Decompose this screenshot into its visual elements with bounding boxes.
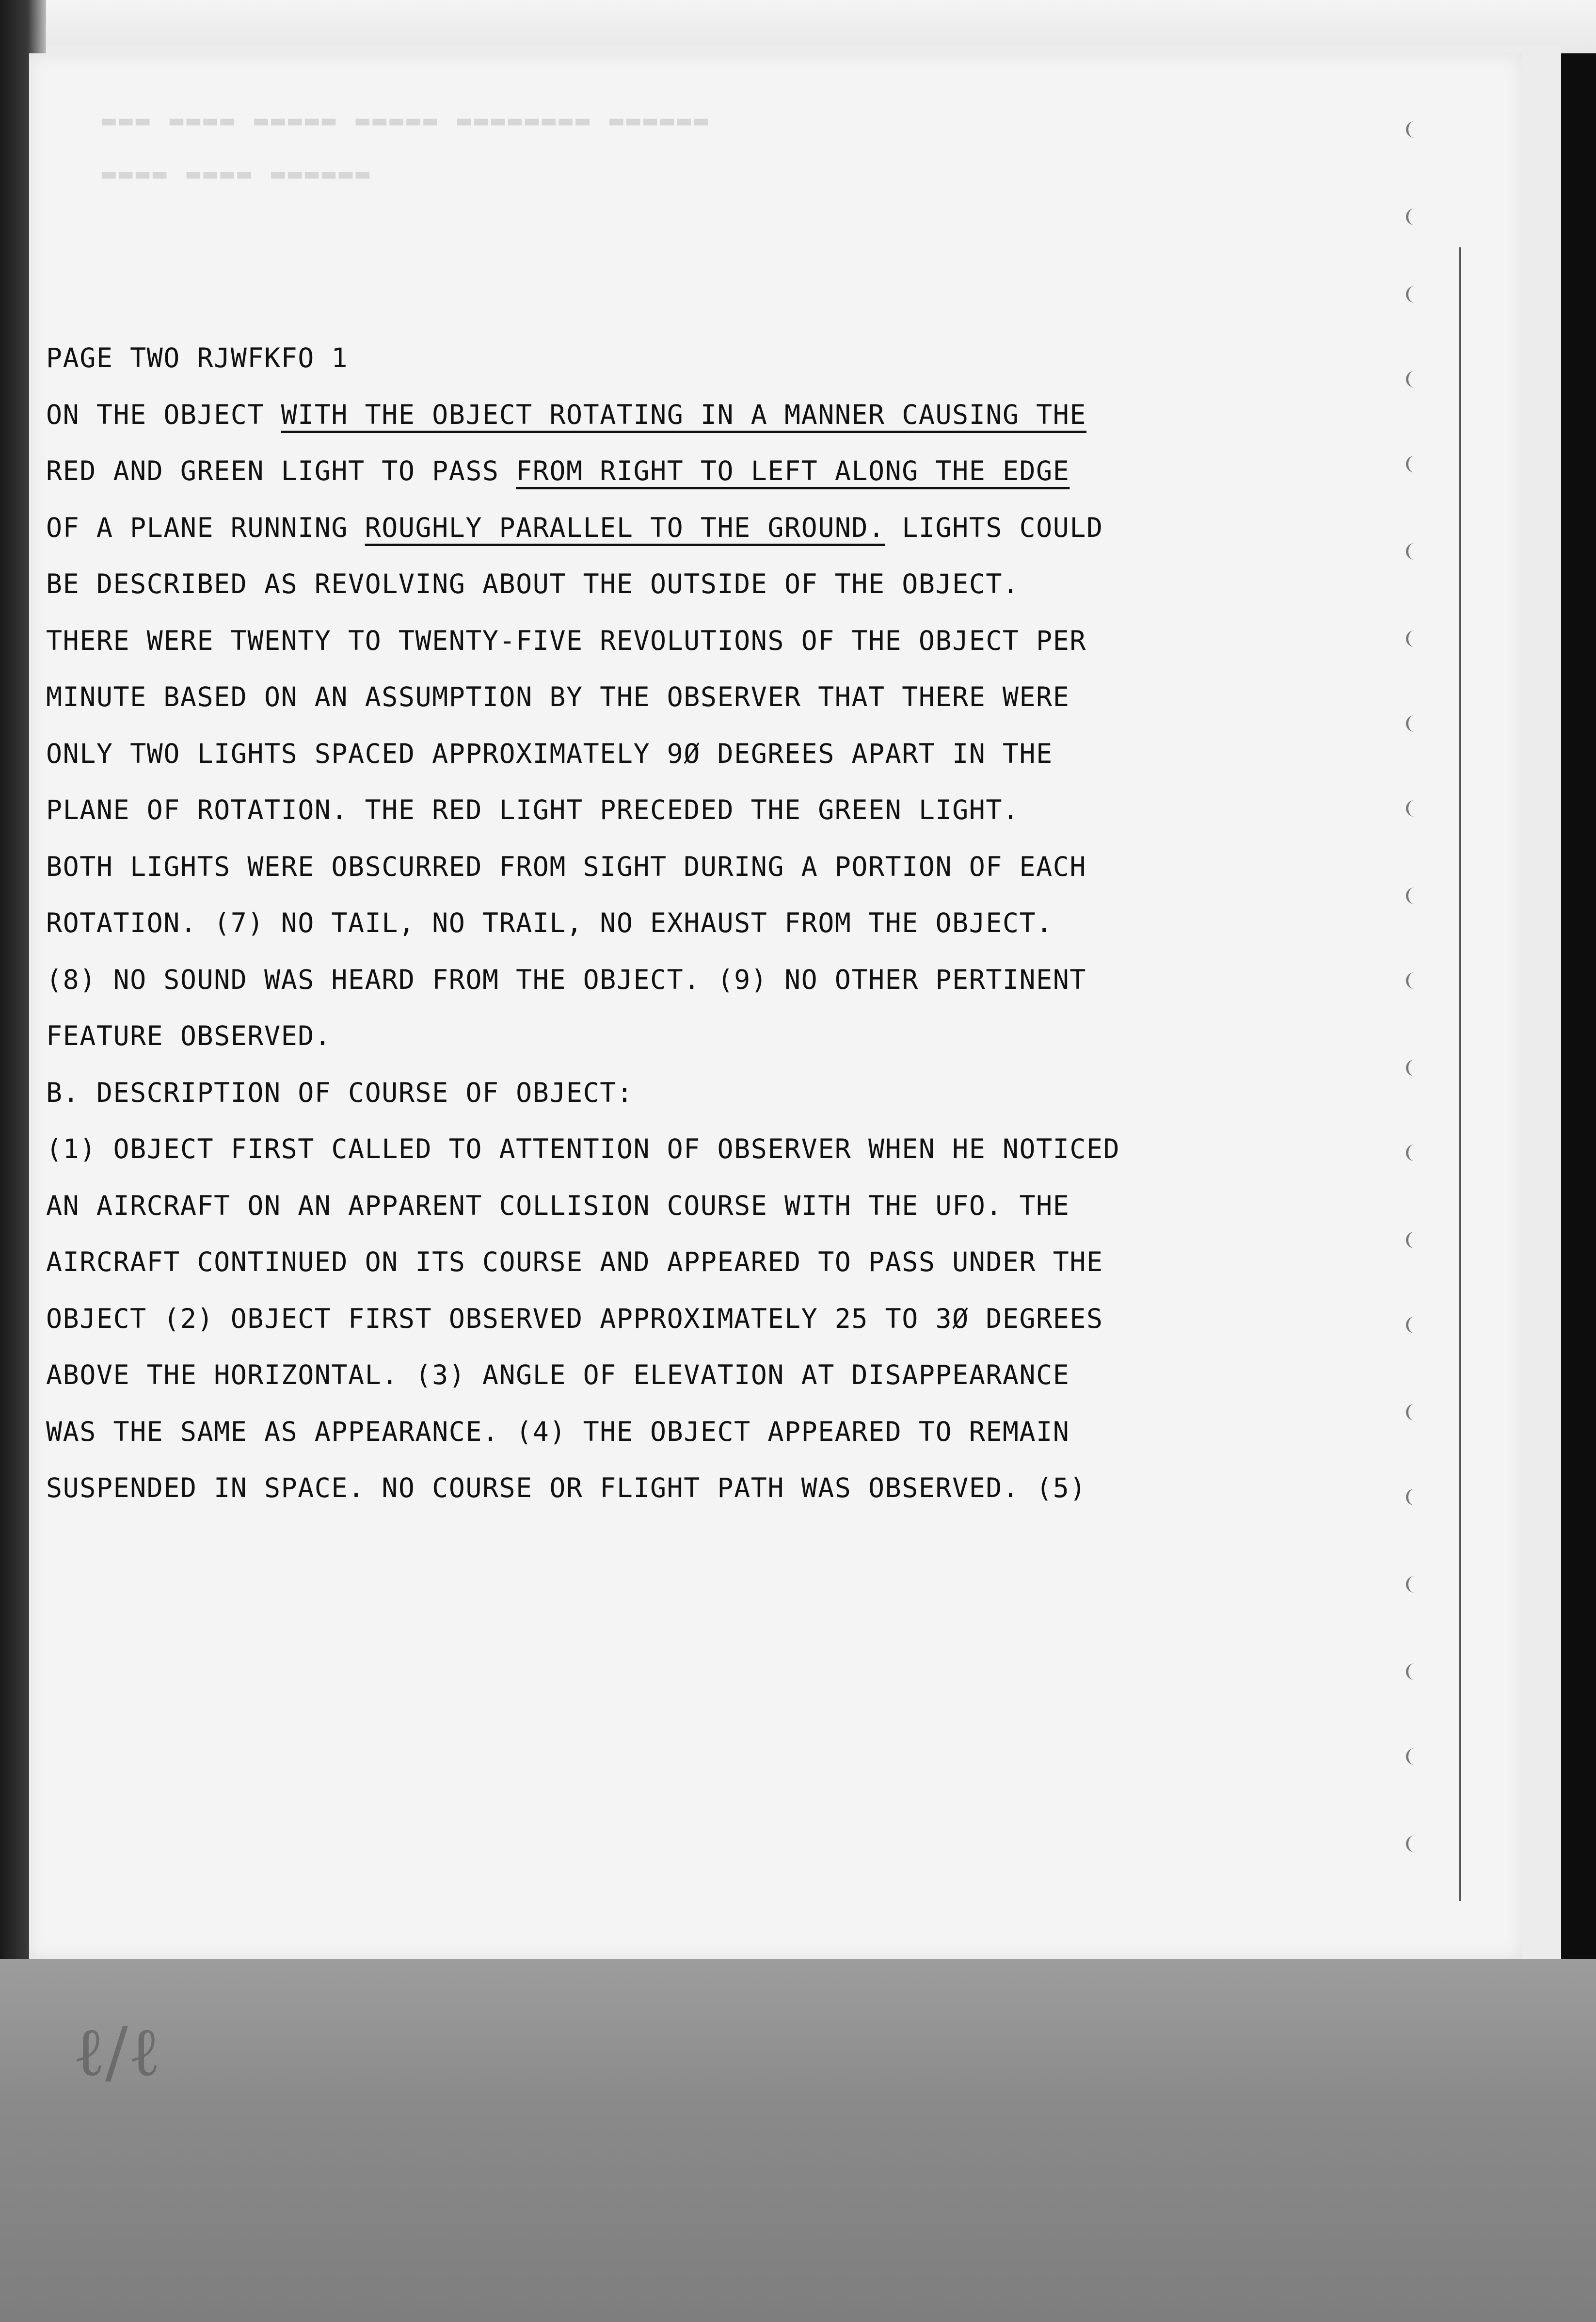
line-text: LIGHTS COULD bbox=[885, 512, 1103, 543]
text-line bbox=[46, 1177, 1462, 1234]
line-text: ONLY TWO LIGHTS SPACED APPROXIMATELY 9Ø DEGREES APART IN THE bbox=[46, 738, 1053, 769]
text-line bbox=[46, 1460, 1462, 1516]
text-line bbox=[46, 726, 1462, 782]
text-line bbox=[46, 1008, 1462, 1064]
text-line bbox=[46, 556, 1462, 613]
line-text: AIRCRAFT CONTINUED ON ITS COURSE AND APPEARED TO PASS UNDER THE bbox=[46, 1246, 1103, 1277]
text-line bbox=[46, 782, 1462, 838]
text-line bbox=[46, 1064, 1462, 1121]
text-line bbox=[46, 613, 1462, 669]
text-line bbox=[46, 500, 1462, 556]
text-line bbox=[46, 387, 1462, 443]
line-text: AN AIRCRAFT ON AN APPARENT COLLISION COURSE WITH THE UFO. THE bbox=[46, 1190, 1070, 1221]
text-line bbox=[46, 1290, 1462, 1347]
text-line bbox=[46, 669, 1462, 726]
line-text: FEATURE OBSERVED. bbox=[46, 1020, 332, 1051]
line-text: ABOVE THE HORIZONTAL. (3) ANGLE OF ELEVATION AT DISAPPEARANCE bbox=[46, 1359, 1070, 1390]
line-text: ROTATION. (7) NO TAIL, NO TRAIL, NO EXHAUST FROM THE OBJECT. bbox=[46, 907, 1053, 938]
body-lines bbox=[46, 387, 1462, 1516]
line-text: WAS THE SAME AS APPEARANCE. (4) THE OBJECT APPEARED TO REMAIN bbox=[46, 1416, 1070, 1447]
page-header: PAGE TWO RJWFKFO 1 bbox=[46, 342, 349, 373]
line-text: OF A PLANE RUNNING bbox=[46, 512, 365, 543]
line-text: PLANE OF ROTATION. THE RED LIGHT PRECEDED THE GREEN LIGHT. bbox=[46, 794, 1020, 825]
text-line bbox=[46, 951, 1462, 1008]
line-text: MINUTE BASED ON AN ASSUMPTION BY THE OBSERVER THAT THERE WERE bbox=[46, 681, 1070, 712]
text-line bbox=[46, 1347, 1462, 1403]
line-text: OBJECT (2) OBJECT FIRST OBSERVED APPROXIMATELY 25 TO 3Ø DEGREES bbox=[46, 1303, 1103, 1334]
line-text: (1) OBJECT FIRST CALLED TO ATTENTION OF OBSERVER WHEN HE NOTICED bbox=[46, 1133, 1120, 1164]
line-text: BOTH LIGHTS WERE OBSCURRED FROM SIGHT DURING A PORTION OF EACH bbox=[46, 851, 1086, 882]
underlined-text: FROM RIGHT TO LEFT ALONG THE EDGE bbox=[516, 455, 1070, 486]
line-text: BE DESCRIBED AS REVOLVING ABOUT THE OUTSIDE OF THE OBJECT. bbox=[46, 568, 1020, 599]
film-edge-top bbox=[0, 0, 1596, 53]
underlined-text: ROUGHLY PARALLEL TO THE GROUND. bbox=[365, 512, 885, 543]
film-scratch-mark: ℓ/ℓ bbox=[73, 2013, 161, 2092]
line-text: B. DESCRIPTION OF COURSE OF OBJECT: bbox=[46, 1077, 634, 1108]
line-text: (8) NO SOUND WAS HEARD FROM THE OBJECT. (9) NO OTHER PERTINENT bbox=[46, 964, 1086, 995]
text-line bbox=[46, 1403, 1462, 1460]
line-text: SUSPENDED IN SPACE. NO COURSE OR FLIGHT PATH WAS OBSERVED. (5) bbox=[46, 1472, 1086, 1503]
teletype-text bbox=[46, 330, 1462, 1516]
bleed-through-text: ▬▬▬ ▬▬▬▬ ▬▬▬▬▬ ▬▬▬▬▬ ▬▬▬▬▬▬▬▬ ▬▬▬▬▬▬ bbox=[102, 107, 711, 134]
film-bottom-strip bbox=[0, 1959, 1596, 2322]
underlined-text: WITH THE OBJECT ROTATING IN A MANNER CAUSING THE bbox=[281, 399, 1087, 430]
text-line bbox=[46, 895, 1462, 951]
text-line bbox=[46, 838, 1462, 895]
line-text: THERE WERE TWENTY TO TWENTY-FIVE REVOLUTIONS OF THE OBJECT PER bbox=[46, 625, 1086, 656]
line-text: ON THE OBJECT bbox=[46, 399, 281, 430]
bleed-through-text: ▬▬▬▬ ▬▬▬▬ ▬▬▬▬▬▬ bbox=[102, 160, 373, 187]
text-line bbox=[46, 443, 1462, 500]
text-line bbox=[46, 1234, 1462, 1290]
text-line bbox=[46, 1121, 1462, 1177]
line-text: RED AND GREEN LIGHT TO PASS bbox=[46, 455, 516, 486]
